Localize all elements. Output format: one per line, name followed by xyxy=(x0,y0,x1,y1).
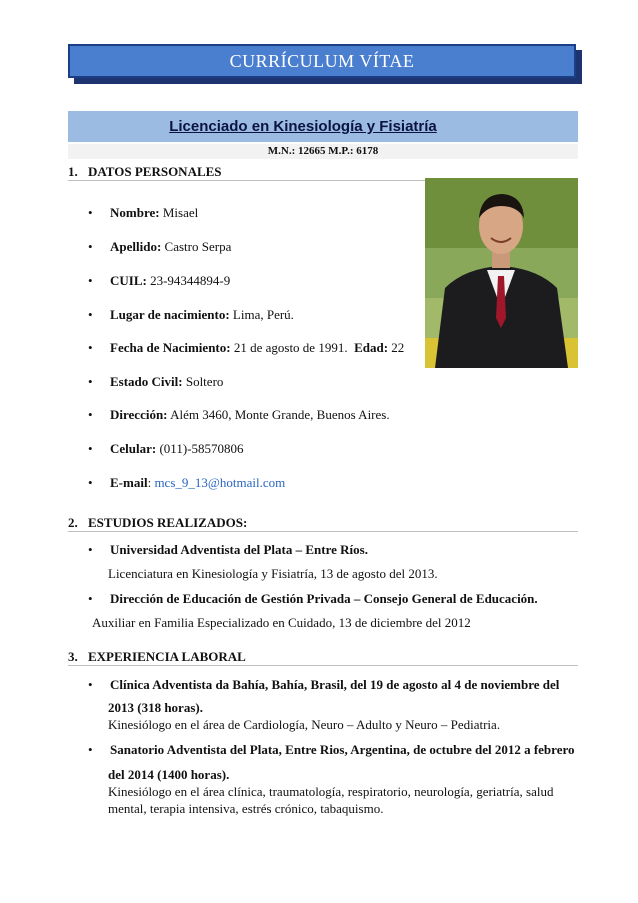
field-value: Lima, Perú. xyxy=(229,307,294,322)
experience-detail: Kinesiólogo en el área clínica, traumatología, respiratorio, neurología, geriatría, salud xyxy=(108,784,554,799)
section-heading-experience xyxy=(68,649,246,665)
field-value: Castro Serpa xyxy=(161,239,232,254)
experience-detail: mental, terapia intensiva, estrés crónico, tabaquismo. xyxy=(108,801,384,816)
field-value: Soltero xyxy=(182,374,224,389)
field-label: E-mail xyxy=(110,475,148,490)
bullet: • xyxy=(88,591,93,606)
section-divider xyxy=(68,531,578,532)
study-detail: Auxiliar en Familia Especializado en Cuidado, 13 de diciembre del 2012 xyxy=(92,615,471,630)
email-link[interactable]: mcs_9_13@hotmail.com xyxy=(154,475,286,490)
field-label: CUIL: xyxy=(110,273,147,288)
bullet: • xyxy=(88,205,93,220)
page-title: CURRÍCULUM VÍTAE xyxy=(229,50,415,71)
experience-title-line: del 2014 (1400 horas). xyxy=(108,767,230,782)
section-number: 2. xyxy=(68,515,78,530)
section-number: 3. xyxy=(68,649,78,664)
field-label: Nombre: xyxy=(110,205,160,220)
experience-detail: Kinesiólogo en el área de Cardiología, Neuro – Adulto y Neuro – Pediatria. xyxy=(108,717,501,732)
section-heading-personal xyxy=(68,164,222,180)
experience-title-line-2 xyxy=(108,700,203,716)
experience-title-line-2 xyxy=(108,767,229,783)
profile-photo xyxy=(425,178,578,368)
experience-title-line: Clínica Adventista da Bahía, Bahía, Brasil, del 19 de agosto al 4 de noviembre del xyxy=(110,677,560,692)
bullet: • xyxy=(88,273,93,288)
field-label: Celular: xyxy=(110,441,157,456)
field-separator: : xyxy=(147,475,155,490)
section-divider xyxy=(68,665,578,666)
study-detail: Licenciatura en Kinesiología y Fisiatría, 13 de agosto del 2013. xyxy=(108,566,438,581)
field-value: (011)-58570806 xyxy=(156,441,244,456)
license-numbers: M.N.: 12665 M.P.: 6178 xyxy=(68,144,578,159)
subtitle-banner xyxy=(68,111,578,142)
field-value: 23-94344894-9 xyxy=(146,273,231,288)
field-label: Estado Civil: xyxy=(110,374,183,389)
bullet: • xyxy=(88,441,93,456)
field-value: Além 3460, Monte Grande, Buenos Aires. xyxy=(167,407,390,422)
field-label: Lugar de nacimiento: xyxy=(110,307,230,322)
study-institution: Universidad Adventista del Plata – Entre Ríos. xyxy=(110,542,368,557)
section-title: DATOS PERSONALES xyxy=(88,164,222,179)
field-value: 21 de agosto de 1991. xyxy=(230,340,355,355)
bullet: • xyxy=(88,475,93,490)
bullet: • xyxy=(88,374,93,389)
bullet: • xyxy=(88,307,93,322)
profession-title: Licenciado en Kinesiología y Fisiatría xyxy=(169,118,437,135)
section-title: ESTUDIOS REALIZADOS: xyxy=(88,515,248,530)
field-value: Misael xyxy=(159,205,199,220)
section-title: EXPERIENCIA LABORAL xyxy=(88,649,246,664)
bullet: • xyxy=(88,542,93,557)
section-number: 1. xyxy=(68,164,78,179)
bullet: • xyxy=(88,340,93,355)
bullet: • xyxy=(88,677,93,692)
bullet: • xyxy=(88,239,93,254)
bullet: • xyxy=(88,407,93,422)
title-banner xyxy=(68,44,576,78)
experience-title-line: 2013 (318 horas). xyxy=(108,700,203,715)
experience-title-line: Sanatorio Adventista del Plata, Entre Rios, Argentina, de octubre del 2012 a febrero xyxy=(110,742,575,757)
field-value: 22 xyxy=(388,340,405,355)
field-label: Fecha de Nacimiento: xyxy=(110,340,231,355)
field-label: Dirección: xyxy=(110,407,168,422)
bullet: • xyxy=(88,742,93,757)
field-label: Apellido: xyxy=(110,239,162,254)
section-heading-studies xyxy=(68,515,247,531)
field-label: Edad: xyxy=(354,340,389,355)
study-institution: Dirección de Educación de Gestión Privada – Consejo General de Educación. xyxy=(110,591,538,606)
